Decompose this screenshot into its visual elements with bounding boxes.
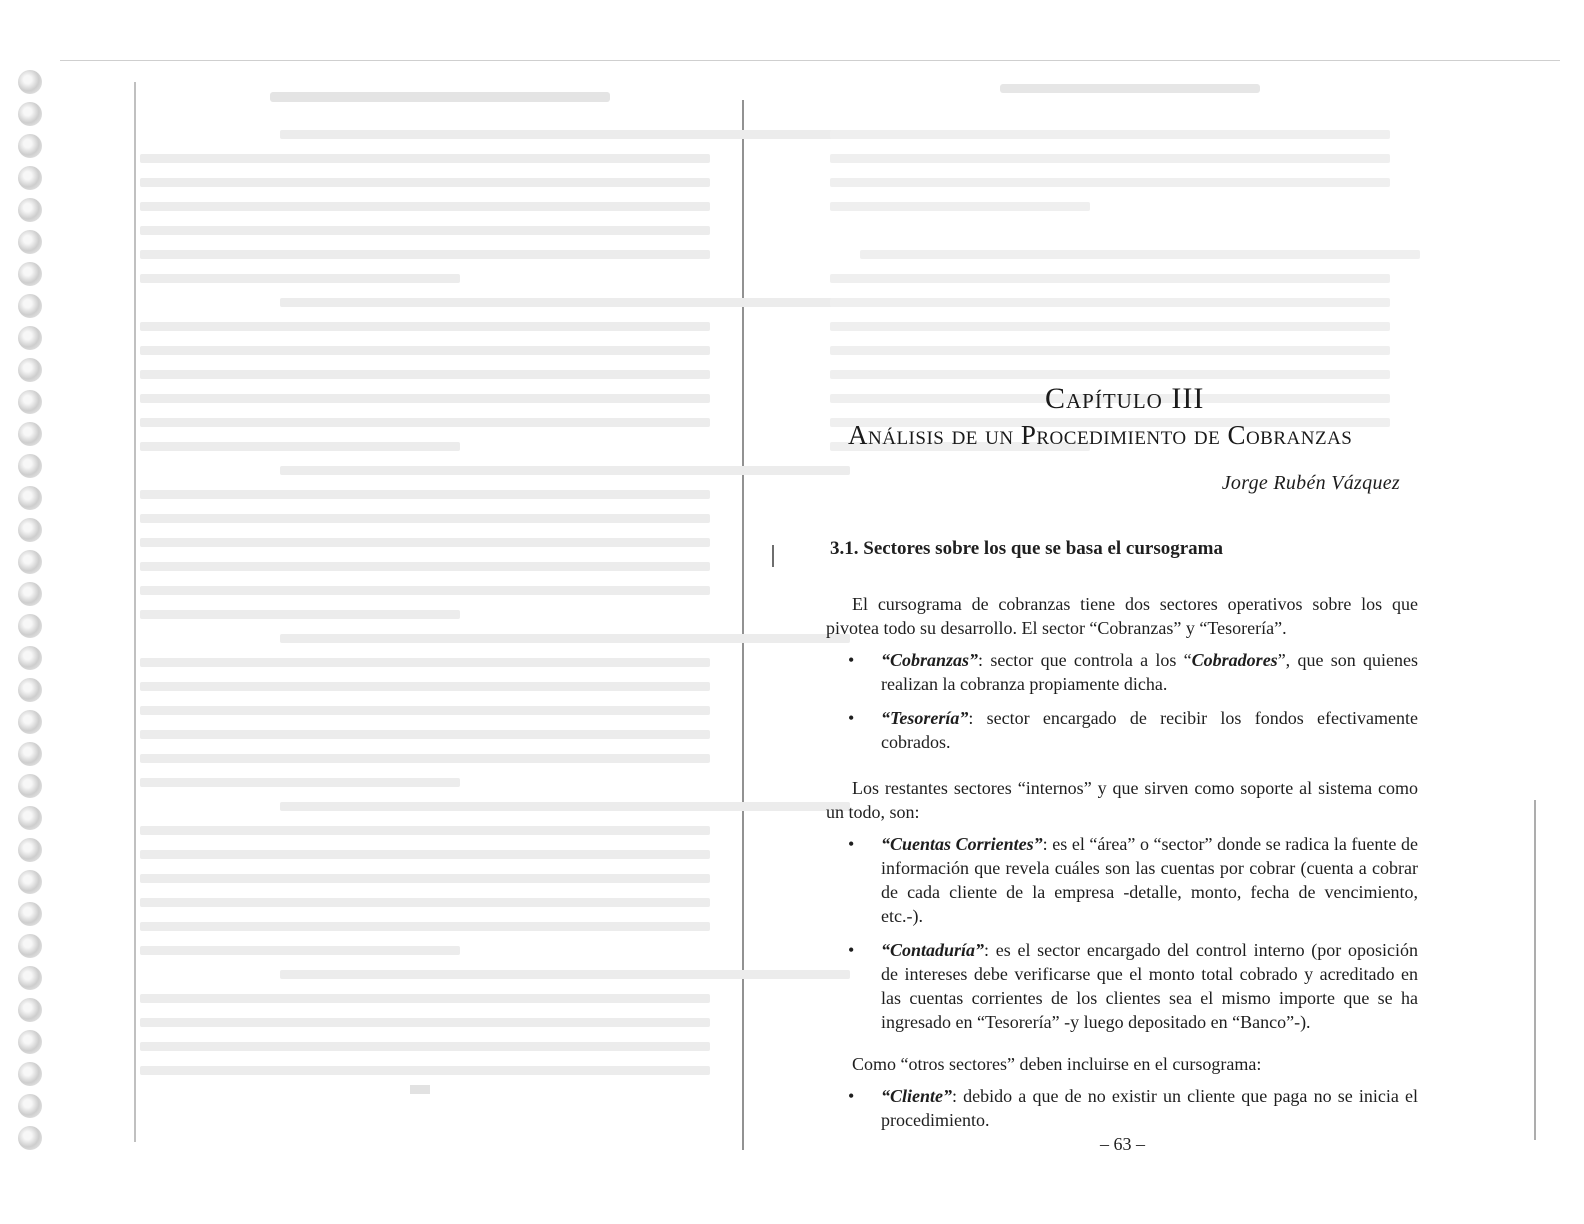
faded-text-line <box>140 610 460 619</box>
binding-hole-icon <box>18 486 42 510</box>
binding-hole-icon <box>18 454 42 478</box>
faded-text-line <box>140 250 710 259</box>
faded-text-line <box>140 874 710 883</box>
binding-hole-icon <box>18 134 42 158</box>
list-item <box>826 648 1418 696</box>
left-page-faded <box>120 80 730 1140</box>
binding-hole-icon <box>18 422 42 446</box>
left-running-head <box>270 92 610 102</box>
page-number: – 63 – <box>1100 1134 1145 1154</box>
binding-hole-icon <box>18 166 42 190</box>
bleed-through-line <box>830 274 1390 283</box>
binding-hole-icon <box>18 1094 42 1118</box>
binding-hole-icon <box>18 1126 42 1150</box>
binding-hole-icon <box>18 102 42 126</box>
right-page-edge <box>1534 800 1536 1140</box>
binding-hole-icon <box>18 1030 42 1054</box>
faded-text-line <box>140 682 710 691</box>
section-body <box>826 592 1418 1142</box>
binding-hole-icon <box>18 262 42 286</box>
faded-text-line <box>140 1042 710 1051</box>
faded-text-line <box>140 490 710 499</box>
binding-hole-icon <box>18 806 42 830</box>
bleed-through-line <box>830 298 1390 307</box>
faded-text-line <box>140 994 710 1003</box>
binding-hole-icon <box>18 710 42 734</box>
sector-description: : es el “área” o “sector” donde se radica la fuente de información que revela cuáles son las cuentas por cobrar (cuenta a cobrar de cada cliente de la empresa -detalle, monto, fecha de vencimiento, etc.-). <box>881 834 1418 926</box>
binding-hole-icon <box>18 902 42 926</box>
faded-text-line <box>140 394 710 403</box>
binding-hole-icon <box>18 838 42 862</box>
list-item <box>826 1084 1418 1132</box>
faded-text-line <box>140 322 710 331</box>
binding-hole-icon <box>18 646 42 670</box>
faded-text-line <box>140 538 710 547</box>
bleed-through-line <box>830 322 1390 331</box>
binding-hole-icon <box>18 1062 42 1086</box>
operative-sectors-list <box>826 648 1418 754</box>
sector-description: : sector encargado de recibir los fondos efectivamente cobrados. <box>881 708 1418 752</box>
faded-text-line <box>140 826 710 835</box>
binding-hole-icon <box>18 934 42 958</box>
binding-hole-icon <box>18 294 42 318</box>
bleed-through-line <box>830 154 1390 163</box>
binding-hole-icon <box>18 742 42 766</box>
faded-text-line <box>140 418 710 427</box>
binding-hole-icon <box>18 390 42 414</box>
faded-text-line <box>140 202 710 211</box>
sector-description-tail: ”, que son quienes realizan la cobranza propiamente dicha. <box>881 650 1419 694</box>
list-item <box>826 938 1418 1034</box>
bleed-through-line <box>830 370 1390 379</box>
faded-text-line <box>140 226 710 235</box>
faded-text-line <box>140 754 710 763</box>
sector-term: “Cliente” <box>881 1086 952 1106</box>
bullet-icon: • <box>848 650 855 670</box>
faded-text-line <box>140 442 460 451</box>
faded-text-line <box>140 778 460 787</box>
faded-text-line <box>140 274 460 283</box>
sector-term: “Contaduría” <box>881 940 985 960</box>
bullet-icon: • <box>848 708 855 728</box>
internal-sectors-list <box>826 832 1418 1034</box>
faded-text-line <box>140 1018 710 1027</box>
binding-hole-icon <box>18 774 42 798</box>
binding-hole-icon <box>18 70 42 94</box>
faded-text-line <box>140 346 710 355</box>
binding-hole-icon <box>18 198 42 222</box>
binding-hole-icon <box>18 870 42 894</box>
sector-description: : sector que controla a los “ <box>978 650 1192 670</box>
chapter-label: Capítulo III <box>1045 382 1205 415</box>
bleed-through-line <box>830 178 1390 187</box>
binding-hole-icon <box>18 966 42 990</box>
sector-term-secondary: Cobradores <box>1191 650 1278 670</box>
faded-text-line <box>140 730 710 739</box>
sector-description: : es el sector encargado del control interno (por oposición de intereses debe verificarse que el monto total cobrado y acreditado en las cuentas corrientes de los clientes sea el mismo importe que se ha ingresado en “Tesorería” -y luego depositado en “Banco”-). <box>881 940 1418 1032</box>
left-folio <box>410 1085 430 1094</box>
bleed-through-line <box>830 202 1090 211</box>
section-heading: 3.1. Sectores sobre los que se basa el cursograma <box>830 538 1223 559</box>
sector-term: “Cuentas Corrientes” <box>881 834 1043 854</box>
list-item <box>826 706 1418 754</box>
binding-hole-icon <box>18 550 42 574</box>
faded-text-line <box>140 1066 710 1075</box>
other-intro-paragraph: Como “otros sectores” deben incluirse en el cursograma: <box>852 1054 1262 1074</box>
faded-text-line <box>140 154 710 163</box>
other-sectors-list <box>826 1084 1418 1132</box>
sector-term: “Cobranzas” <box>881 650 979 670</box>
binding-hole-icon <box>18 998 42 1022</box>
sector-description: : debido a que de no existir un cliente que paga no se inicia el procedimiento. <box>881 1086 1418 1130</box>
faded-text-line <box>140 514 710 523</box>
binding-holes <box>12 70 48 1160</box>
faded-text-line <box>140 946 460 955</box>
intro-paragraph: El cursograma de cobranzas tiene dos sectores operativos sobre los que pivotea todo su desarrollo. El sector “Cobranzas” y “Tesorería”. <box>826 594 1418 638</box>
gutter-line <box>742 100 744 1150</box>
faded-text-line <box>140 586 710 595</box>
list-item <box>826 832 1418 928</box>
top-scan-edge <box>60 60 1560 61</box>
bullet-icon: • <box>848 834 855 854</box>
binding-hole-icon <box>18 582 42 606</box>
faded-text-line <box>140 370 710 379</box>
faded-text-line <box>140 178 710 187</box>
bullet-icon: • <box>848 940 855 960</box>
faded-text-line <box>140 658 710 667</box>
internal-intro-paragraph: Los restantes sectores “internos” y que sirven como soporte al sistema como un todo, son: <box>826 778 1418 822</box>
bleed-through-line <box>830 130 1390 139</box>
bleed-through-line <box>830 346 1390 355</box>
chapter-title: Análisis de un Procedimiento de Cobranzas <box>848 420 1353 450</box>
bullet-icon: • <box>848 1086 855 1106</box>
bleed-through-line <box>860 250 1420 259</box>
right-page <box>760 70 1480 1160</box>
faded-text-line <box>140 922 710 931</box>
binding-hole-icon <box>18 358 42 382</box>
binding-hole-icon <box>18 614 42 638</box>
binding-hole-icon <box>18 518 42 542</box>
binding-hole-icon <box>18 678 42 702</box>
faded-text-line <box>140 706 710 715</box>
chapter-author: Jorge Rubén Vázquez <box>1221 472 1400 494</box>
faded-text-line <box>140 850 710 859</box>
sector-term: “Tesorería” <box>881 708 969 728</box>
binding-hole-icon <box>18 326 42 350</box>
faded-text-line <box>140 562 710 571</box>
binding-hole-icon <box>18 230 42 254</box>
right-running-head-faded <box>1000 84 1260 93</box>
faded-text-line <box>140 898 710 907</box>
